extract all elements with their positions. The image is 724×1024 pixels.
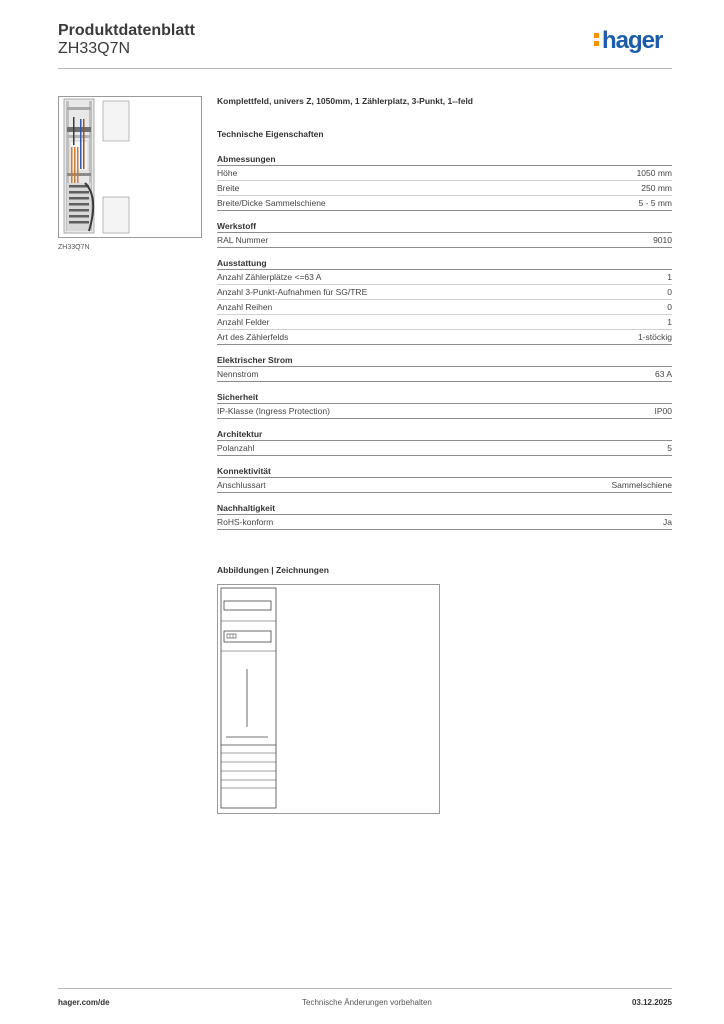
- spec-row: [217, 166, 672, 181]
- product-photo-illustration: [59, 97, 201, 237]
- product-specs: [217, 96, 672, 539]
- spec-label: IP-Klasse (Ingress Protection): [217, 406, 330, 416]
- page-title: Produktdatenblatt: [58, 22, 195, 39]
- technical-drawing-illustration: [218, 585, 439, 813]
- spec-row: [217, 404, 672, 419]
- spec-value: 1-stöckig: [637, 332, 672, 342]
- spec-section-title: Abmessungen: [217, 153, 672, 166]
- spec-label: Polanzahl: [217, 443, 255, 453]
- spec-section: [217, 220, 672, 248]
- spec-row: [217, 478, 672, 493]
- header-divider: [58, 68, 672, 69]
- spec-row: [217, 181, 672, 196]
- spec-value: 1050 mm: [636, 168, 672, 178]
- spec-section: [217, 354, 672, 382]
- spec-row: [217, 441, 672, 456]
- spec-value: 5: [667, 443, 672, 453]
- spec-value: 1: [667, 317, 672, 327]
- spec-label: Nennstrom: [217, 369, 259, 379]
- spec-value: 1: [667, 272, 672, 282]
- spec-section-title: Architektur: [217, 428, 672, 441]
- spec-row: [217, 196, 672, 211]
- spec-value: Ja: [663, 517, 672, 527]
- spec-row: [217, 367, 672, 382]
- spec-label: Breite: [217, 183, 240, 193]
- photo-caption: ZH33Q7N: [58, 244, 90, 251]
- spec-row: [217, 285, 672, 300]
- spec-label: Anzahl 3-Punkt-Aufnahmen für SG/TRE: [217, 287, 368, 297]
- spec-label: RoHS-konform: [217, 517, 274, 527]
- spec-value: 5 - 5 mm: [638, 198, 672, 208]
- spec-section-title: Elektrischer Strom: [217, 354, 672, 367]
- spec-value: Sammelschiene: [611, 480, 672, 490]
- spec-section-title: Sicherheit: [217, 391, 672, 404]
- logo-dots-icon: [594, 32, 600, 48]
- footer-notice: Technische Änderungen vorbehalten: [302, 998, 432, 1007]
- spec-section-title: Nachhaltigkeit: [217, 502, 672, 515]
- spec-value: 0: [667, 287, 672, 297]
- footer-website-link[interactable]: hager.com/de: [58, 998, 110, 1007]
- spec-label: Anzahl Felder: [217, 317, 270, 327]
- spec-value: 250 mm: [641, 183, 672, 193]
- spec-label: Anzahl Reihen: [217, 302, 273, 312]
- spec-label: Art des Zählerfelds: [217, 332, 289, 342]
- spec-section-title: Werkstoff: [217, 220, 672, 233]
- footer-date: 03.12.2025: [631, 998, 672, 1007]
- spec-row: [217, 515, 672, 530]
- spec-sections: [217, 153, 672, 530]
- spec-row: [217, 233, 672, 248]
- technical-drawing: [217, 584, 440, 814]
- spec-row: [217, 330, 672, 345]
- spec-value: 9010: [653, 235, 672, 245]
- spec-label: RAL Nummer: [217, 235, 269, 245]
- spec-section: [217, 502, 672, 530]
- product-photo: [58, 96, 202, 238]
- spec-label: Anschlussart: [217, 480, 266, 490]
- spec-section: [217, 391, 672, 419]
- footer-divider: [58, 988, 672, 989]
- spec-row: [217, 270, 672, 285]
- spec-section: [217, 465, 672, 493]
- spec-value: 63 A: [654, 369, 672, 379]
- spec-row: [217, 300, 672, 315]
- spec-value: 0: [667, 302, 672, 312]
- product-description: Komplettfeld, univers Z, 1050mm, 1 Zählerplatz, 3-Punkt, 1--feld: [217, 96, 474, 106]
- spec-section-title: Ausstattung: [217, 257, 672, 270]
- hager-logo: hager: [594, 28, 662, 54]
- product-code: ZH33Q7N: [58, 40, 131, 57]
- spec-section: [217, 153, 672, 211]
- spec-row: [217, 315, 672, 330]
- spec-value: IP00: [654, 406, 672, 416]
- spec-label: Anzahl Zählerplätze <=63 A: [217, 272, 322, 282]
- figures-heading: Abbildungen | Zeichnungen: [217, 565, 329, 575]
- spec-section-title: Konnektivität: [217, 465, 672, 478]
- spec-section: [217, 428, 672, 456]
- spec-section: [217, 257, 672, 345]
- spec-label: Höhe: [217, 168, 238, 178]
- technical-properties-heading: Technische Eigenschaften: [217, 129, 324, 139]
- spec-label: Breite/Dicke Sammelschiene: [217, 198, 326, 208]
